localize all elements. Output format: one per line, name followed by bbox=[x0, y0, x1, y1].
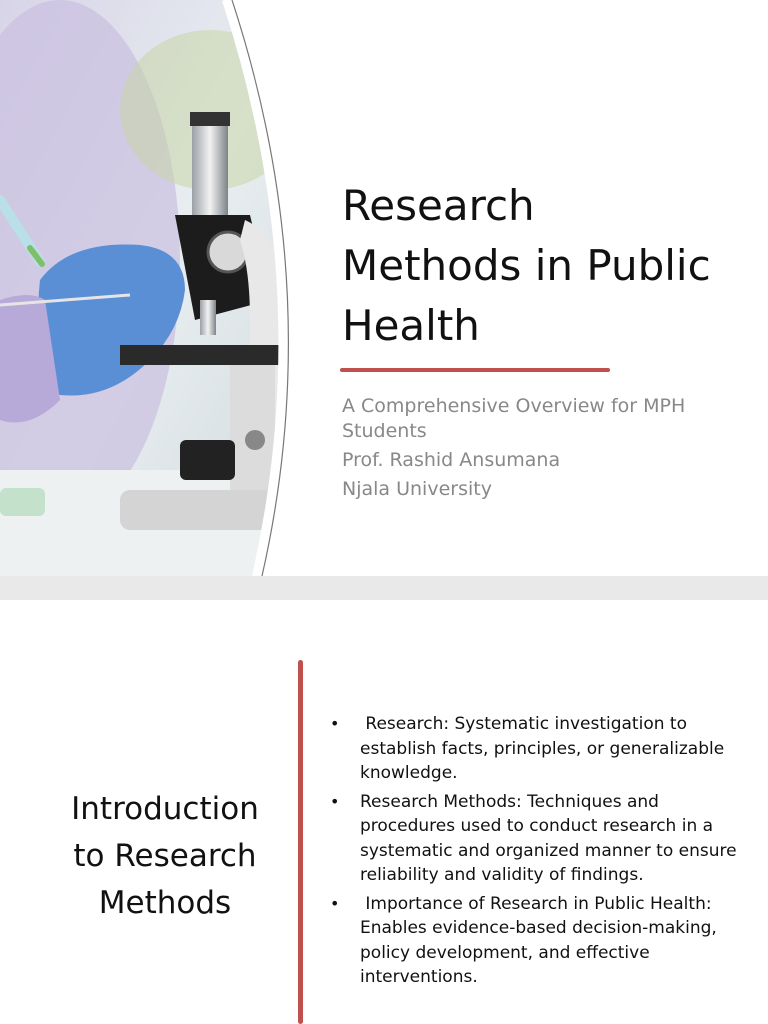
title-line: Methods in Public bbox=[342, 241, 711, 290]
bullet-text: Research Methods: Techniques and procedures used to conduct research in a systematic and organized manner to ensure reliability and validity of findings. bbox=[360, 791, 737, 885]
bullet-icon: • bbox=[330, 714, 340, 733]
heading-line: Methods bbox=[98, 885, 232, 921]
title-line: Research bbox=[342, 181, 535, 230]
slide-title-heading bbox=[342, 176, 742, 356]
list-item bbox=[330, 712, 740, 786]
vertical-accent-rule bbox=[298, 660, 303, 1024]
subtitle-line: Prof. Rashid Ansumana bbox=[342, 449, 561, 471]
bullet-text: Importance of Research in Public Health: Enables evidence-based decision-making, policy development, and effective interventions. bbox=[360, 893, 723, 987]
subtitle-line: Njala University bbox=[342, 478, 492, 500]
slide-introduction bbox=[0, 600, 768, 1024]
bullet-text: Research: Systematic investigation to establish facts, principles, or generalizable knowledge. bbox=[360, 714, 730, 783]
heading-line: Introduction bbox=[71, 791, 259, 827]
slide-subtitle bbox=[342, 394, 742, 506]
microscope-photo bbox=[0, 0, 310, 576]
list-item bbox=[330, 892, 740, 990]
bullet-icon: • bbox=[330, 791, 340, 811]
list-item bbox=[330, 790, 740, 888]
subtitle-line: A Comprehensive Overview for MPH Students bbox=[342, 395, 686, 442]
bullet-icon: • bbox=[330, 893, 340, 913]
title-accent-rule bbox=[340, 368, 610, 372]
title-line: Health bbox=[342, 301, 480, 350]
heading-line: to Research bbox=[73, 838, 257, 874]
slide-heading bbox=[40, 786, 290, 927]
bullet-list bbox=[330, 712, 740, 994]
